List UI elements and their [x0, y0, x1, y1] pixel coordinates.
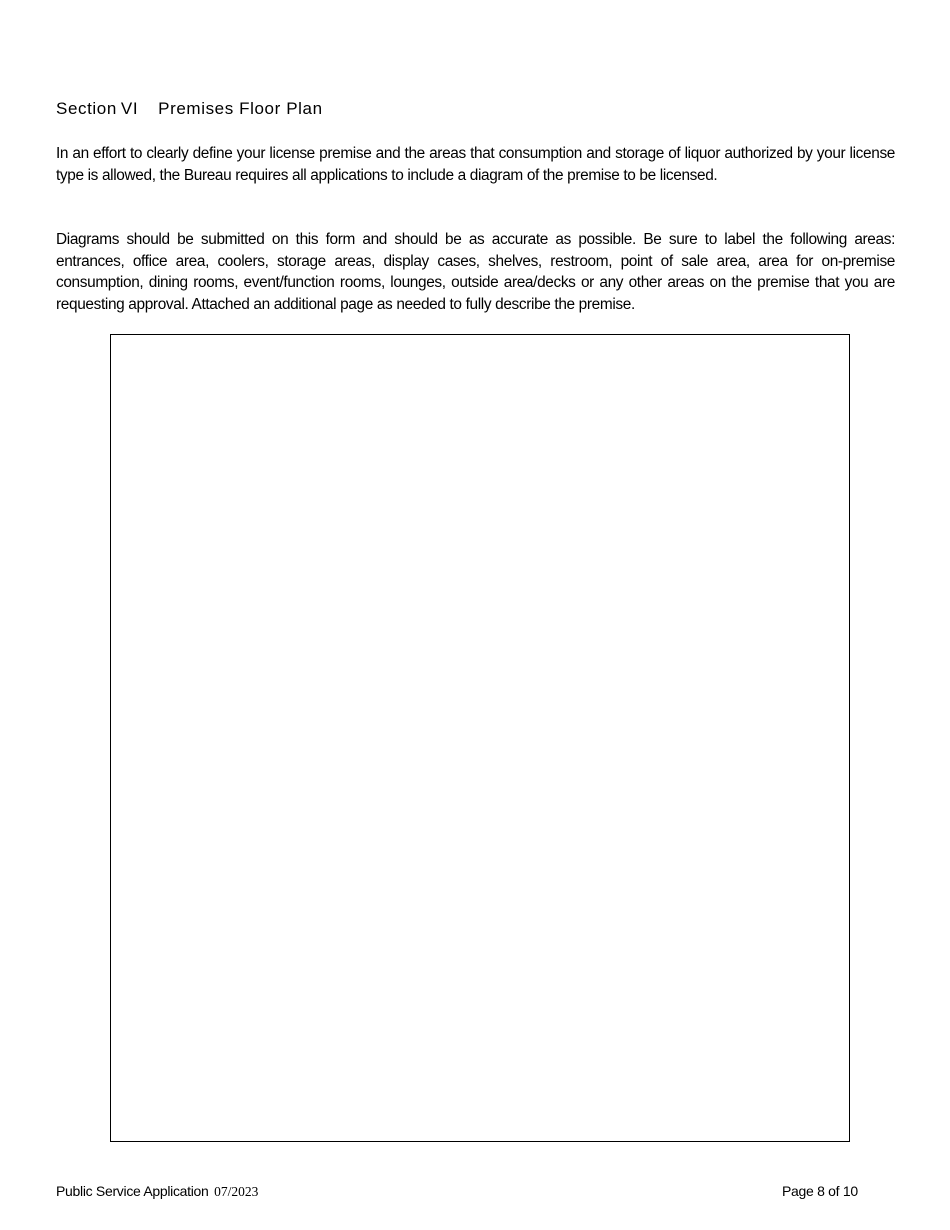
footer-page-number: Page 8 of 10	[782, 1183, 858, 1199]
footer-form-name: Public Service Application	[56, 1183, 209, 1199]
section-heading	[56, 99, 323, 119]
floor-plan-diagram-area[interactable]	[110, 334, 850, 1142]
section-label: Section	[56, 99, 117, 118]
instructions-paragraph: Diagrams should be submitted on this form and should be as accurate as possible. Be sure to label the following areas: entrances, office area, coolers, storage areas, display cases, shelves, restroom, point of sale area, area for on-premise consumption, dining rooms, event/function rooms, lounges, outside area/decks or any other areas on the premise that you are requesting approval. Attached an additional page as needed to fully describe the premise.	[56, 231, 895, 313]
section-number: VI	[120, 99, 139, 118]
footer-form-info	[56, 1183, 258, 1200]
footer-form-date: 07/2023	[214, 1184, 259, 1199]
intro-paragraph: In an effort to clearly define your license premise and the areas that consumption and storage of liquor authorized by your license type is allowed, the Bureau requires all applications to include a diagram of the premise to be licensed.	[56, 145, 895, 184]
section-title: Premises Floor Plan	[158, 99, 323, 118]
